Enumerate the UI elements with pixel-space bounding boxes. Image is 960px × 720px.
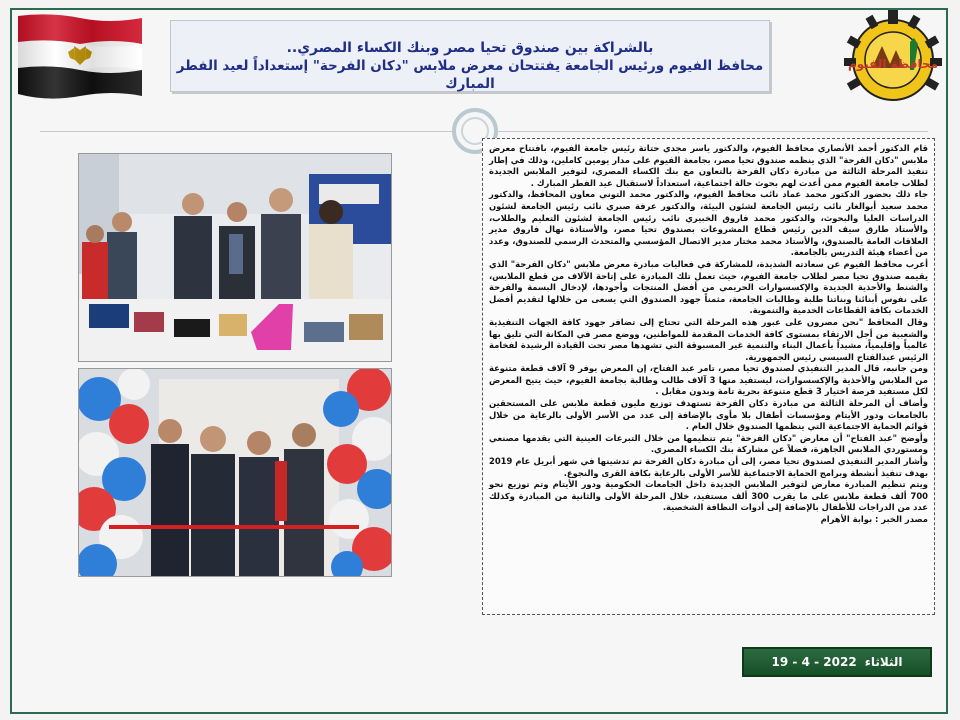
headline-box bbox=[170, 20, 770, 92]
article-paragraph: أعرب محافظ الفيوم عن سعادته الشديدة، للمشاركة في فعاليات مبادرة معرض ملابس "دكان الفرحة" الذي يقيمه صندوق تحيا مصر لطلاب جامعة الفيوم، حيث تعمل تلك المبادرة على إتاحة الآلاف من قطع الملابس، والشنط والأحذية الجديدة والإكسسوارات الحريمي من أفضل المنتجات وأجودها، لإدخال البسمة والفرحة على نفوس أبنائنا وبناتنا طلبة وطالبات الجامعة، مثمناً جهود الصندوق التي يسعى من خلالها لتقديم أفضل الخدمات بكافة القطاعات الخدمية والتنموية. bbox=[489, 258, 928, 316]
exhibition-tour-photo bbox=[78, 153, 392, 362]
ribbon-cutting-photo bbox=[78, 368, 392, 577]
egypt-flag-icon bbox=[16, 12, 144, 100]
date-day: الثلاثاء bbox=[864, 655, 903, 669]
article-paragraph: وأشار المدير التنفيذي لصندوق تحيا مصر، إلى أن مبادرة دكان الفرحة تم تدشينها في شهر أبريل عام 2019 بهدف تنفيذ أنشطة وبرامج الحماية الاجتماعية للأسر الأولى بالرعاية بكافة القرى والنجوع. bbox=[489, 456, 928, 478]
article-paragraph: جاء ذلك بحضور الدكتور محمد عماد نائب محافظ الفيوم، والدكتور محمد التوني معاون المحافظ، والدكتور محمد سعيد أبوالغار نائب رئيس الجامعة لشئون البيئة، والدكتور عرفة صبري نائب رئيس الجامعة لشئون الدراسات العليا والبحوث، والدكتور محمد فاروق الخبيري نائب رئيس الجامعة لشئون التعليم والطلاب، والأستاذ طارق سيف الدين رئيس قطاع المشروعات بصندوق تحيا مصر، والأستاذة نهال فاروق مدير العلاقات العامة بالصندوق، والأستاذ محمد مختار مدير الاتصال المؤسسي والمتحدث الرسمي للصندوق، وعدد من أعضاء هيئة التدريس بالجامعة. bbox=[489, 189, 928, 258]
article-paragraph: وأضاف أن المرحلة الثالثة من مبادرة دكان الفرحة تستهدف توزيع مليون قطعة ملابس على المستحقين بالجامعات ودور الأيتام ومؤسسات أطفال بلا مأوى بالإضافة إلى عدد من الأسر الأولى بالرعاية من خلال قوائم الحماية الاجتماعية التي ينظمها الصندوق خلال العام . bbox=[489, 398, 928, 432]
article-body bbox=[482, 138, 935, 615]
article-paragraph: ومن جانبه، قال المدير التنفيذي لصندوق تحيا مصر، تامر عبد الفتاح، إن المعرض يوفر 9 آلاف قطعة متنوعة من الملابس والأحذية والإكسسوارات، ليستفيد منها 3 آلاف طالب وطالبة بجامعة الفيوم، حيث يتيح المعرض لكل مستفيد فرصة اختيار 3 قطع متنوعة بحرية تامة وبدون مقابل . bbox=[489, 363, 928, 397]
date-value: 2022 - 4 - 19 bbox=[771, 655, 857, 669]
divider-line-right bbox=[498, 131, 928, 132]
date-bar bbox=[742, 647, 932, 677]
governorate-logo-icon bbox=[838, 8, 948, 108]
divider-line-left bbox=[40, 131, 452, 132]
article-source: مصدر الخبر : بوابة الأهرام bbox=[820, 514, 928, 524]
article-paragraph: قام الدكتور أحمد الأنصاري محافظ الفيوم، والدكتور ياسر مجدي حتاتة رئيس جامعة الفيوم، بافتتاح معرض ملابس "دكان الفرحة" الذي ينظمه صندوق تحيا مصر، بجامعة الفيوم على مدار يومين كاملين، وذلك في إطار تنفيذ المرحلة الثالثة من مبادرة دكان الفرحة بالتعاون مع بنك الكساء المصري، لتوفير الملابس الجديدة لطلاب جامعة الفيوم ممن أعدت لهم بحوث حالة اجتماعية، استعداداً لاستقبال عيد الفطر المبارك . bbox=[489, 143, 928, 188]
article-paragraph: وقال المحافظ "نحن مصرون على عبور هذه المرحلة التي تحتاج إلى تضافر جهود كافة الجهات التنفيذية والشعبية من أجل الارتقاء بمستوى كافة الخدمات المقدمة للمواطنين، ووضع مصر في المكانة التي تليق بها عالمياً وإقليمياً، مشيداً بأعمال البناء والتنمية غير المسبوقة التي تشهدها مصر تحت القيادة الرشيدة لفخامة الرئيس عبدالفتاح السيسي رئيس الجمهورية. bbox=[489, 316, 928, 362]
headline-line-2: محافظ الفيوم ورئيس الجامعة يفتتحان معرض ملابس "دكان الفرحة" إستعداداً لعيد الفطر المبارك bbox=[176, 58, 764, 92]
headline-line-1: بالشراكة بين صندوق تحيا مصر وبنك الكساء المصري.. bbox=[286, 40, 654, 56]
article-paragraph: وأوضح "عبد الفتاح" أن معارض "دكان الفرحة" يتم تنظيمها من خلال التبرعات العينية التي يقدمها مصنعي ومستوردي الملابس الجاهزة، فضلاً عن مشاركة بنك الكساء المصري. bbox=[489, 432, 928, 455]
article-paragraph: ويتم تنظيم المبادرة معارض لتوفير الملابس الجديدة داخل الجامعات الحكومية ودور الأيتام وتم توزيع نحو 700 ألف قطعة ملابس على ما يقرب 300 ألف مستفيد، خلال المرحلة الأولى والثانية من المبادرة وكذلك عدد من الدراجات للأطفال بالإضافة إلى أدوات النظافة الشخصية. bbox=[489, 479, 928, 513]
logo-text: محافظة الفيوم bbox=[847, 57, 939, 71]
